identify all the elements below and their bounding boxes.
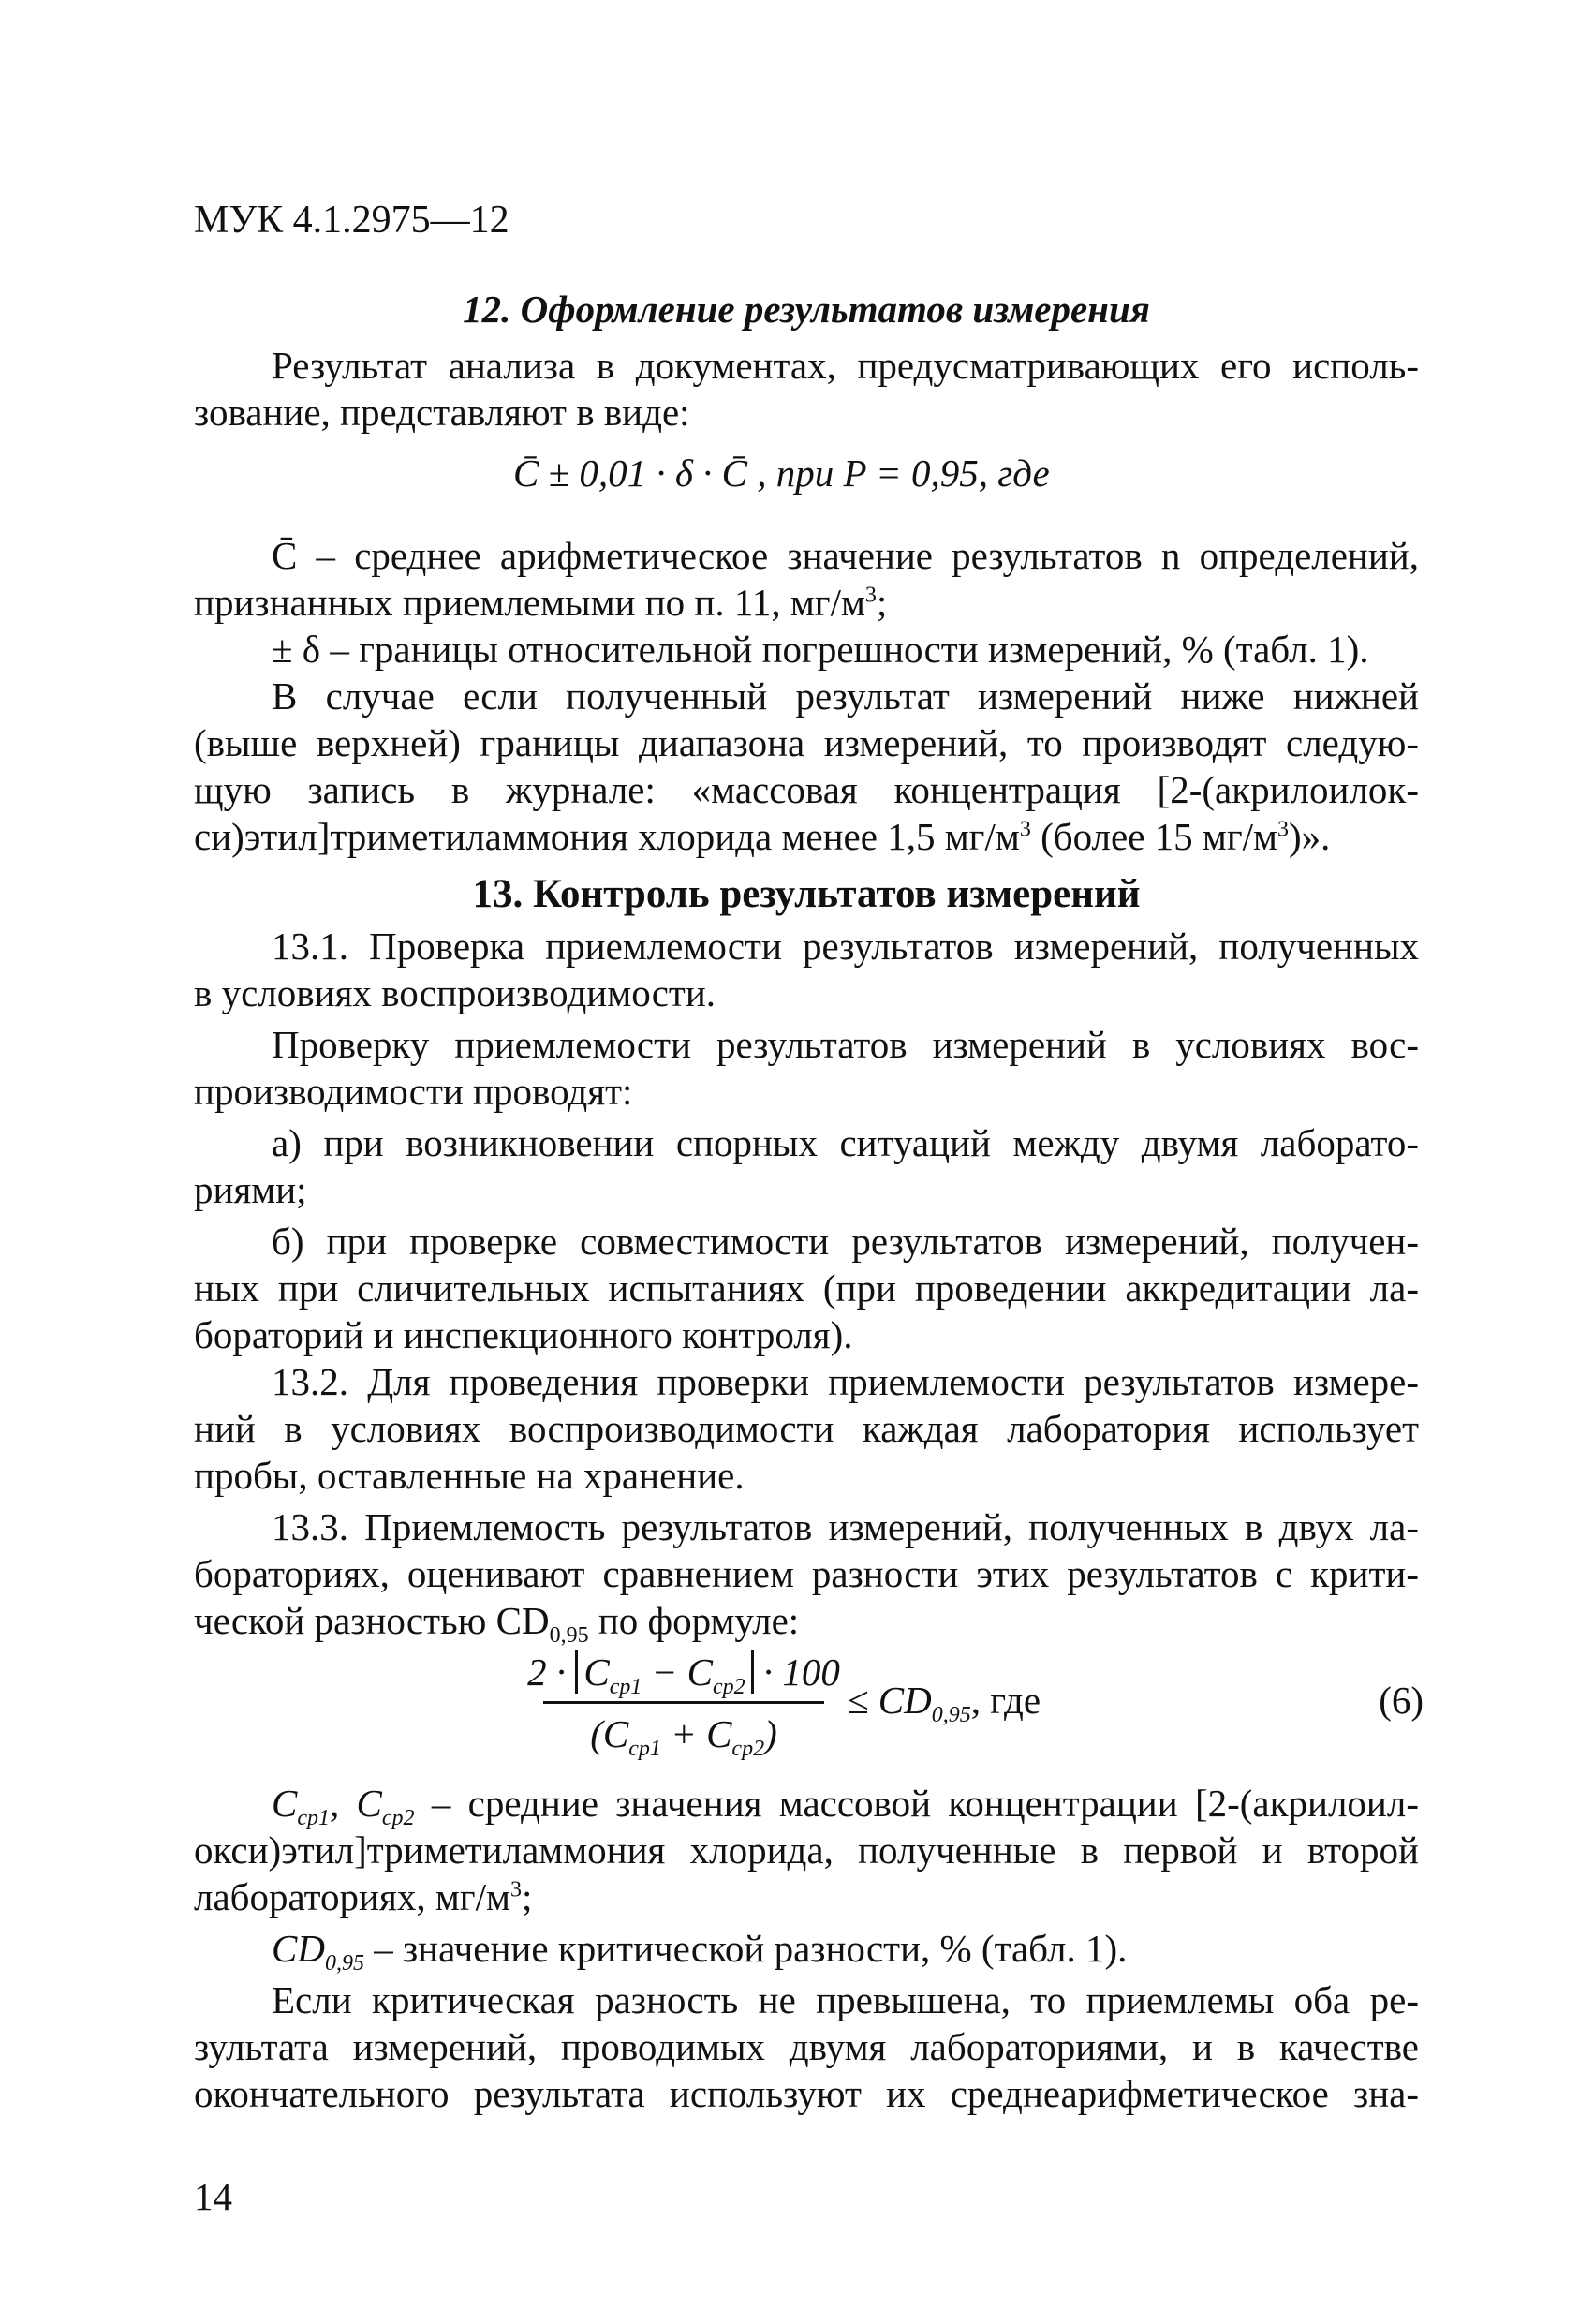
section-12-title: 12. Оформление результатов измерения [463, 288, 1150, 331]
result-formula: C̄ ± 0,01 · δ · C̄ , при P = 0,95, где [513, 451, 1050, 495]
paragraph-line: производимости проводят: [194, 1070, 633, 1113]
paragraph-line: щую запись в журнале: «массовая концентрация [2-(акрилоилок- [194, 768, 1419, 811]
paragraph-line: ческой разностью $CD_{0,95}$ по формуле: [194, 1599, 800, 1649]
document-code: МУК 4.1.2975—12 [194, 199, 509, 242]
definition-c-line-2: признанных приемлемыми по п. 11, $мг/м^3$; [194, 581, 888, 624]
definition-ccp-cont: лабораториях, $мг/м^3$; [194, 1875, 533, 1918]
paragraph-line: бораториях, оценивают сравнением разности этих результатов с крити- [194, 1552, 1419, 1595]
page-number: 14 [194, 2175, 232, 2218]
paragraph-line: си)этил]триметиламмония хлорида менее 1,5 $мг/м^3$ (более 15 $мг/м^3$)». [194, 815, 1331, 858]
definition-cd: $CD_{0,95}$ – значение критической разности, % (табл. 1). [272, 1927, 1128, 1976]
paragraph-line: (выше верхней) границы диапазона измерений, то производят следую- [194, 721, 1419, 764]
definition-delta: ± δ – границы относительной погрешности измерений, % (табл. 1). [272, 628, 1369, 671]
list-item-b-cont: ных при сличительных испытаниях (при проведении аккредитации ла- [194, 1266, 1419, 1310]
definition-ccp-cont: окси)этил]триметиламмония хлорида, полученные в первой и второй [194, 1828, 1419, 1872]
section-13-title: 13. Контроль результатов измерений [472, 872, 1141, 916]
list-item-a: а) при возникновении спорных ситуаций между двумя лаборато- [272, 1121, 1419, 1164]
fraction-bar [543, 1701, 824, 1704]
formula-rhs: ≤ $CD_{0,95}$, где [848, 1679, 1041, 1728]
list-item-b-cont: бораторий и инспекционного контроля). [194, 1313, 853, 1356]
list-item-b: б) при проверке совместимости результатов измерений, получен- [272, 1220, 1419, 1263]
paragraph-line: зование, представляют в виде: [194, 391, 690, 434]
paragraph-line: 13.2. Для проведения проверки приемлемости результатов измере- [272, 1360, 1419, 1403]
formula-numerator: $2 \cdot C_{ср1} - C_{ср2} \cdot 100$ [527, 1650, 840, 1700]
paragraph-line: ний в условиях воспроизводимости каждая лаборатория использует [194, 1407, 1419, 1450]
paragraph-line: В случае если полученный результат измерений ниже нижней [272, 674, 1419, 718]
definition-ccp: $C_{ср1}$, $C_{ср2}$ – средние значения массовой концентрации [2-(акрилоил- [272, 1782, 1419, 1831]
paragraph-line: Результат анализа в документах, предусматривающих его исполь- [272, 344, 1419, 387]
paragraph-line: 13.3. Приемлемость результатов измерений, полученных в двух ла- [272, 1505, 1419, 1548]
formula-number: (6) [1379, 1679, 1424, 1722]
paragraph-line: в условиях воспроизводимости. [194, 971, 716, 1014]
paragraph-line: 13.1. Проверка приемлемости результатов измерений, полученных [272, 925, 1419, 968]
paragraph-line: пробы, оставленные на хранение. [194, 1454, 745, 1497]
paragraph-line: зультата измерений, проводимых двумя лабораториями, и в качестве [194, 2025, 1419, 2068]
formula-denominator: $(C_{ср1} + C_{ср2})$ [590, 1712, 777, 1762]
paragraph-line: окончательного результата используют их среднеарифметическое зна- [194, 2072, 1419, 2115]
formula-6 [524, 1649, 1424, 1780]
list-item-a-cont: риями; [194, 1168, 307, 1211]
paragraph-line: Если критическая разность не превышена, то приемлемы оба ре- [272, 1978, 1419, 2021]
definition-c-line: C̄ – среднее арифметическое значение результатов n определений, [272, 534, 1419, 577]
paragraph-line: Проверку приемлемости результатов измерений в условиях вос- [272, 1023, 1419, 1066]
